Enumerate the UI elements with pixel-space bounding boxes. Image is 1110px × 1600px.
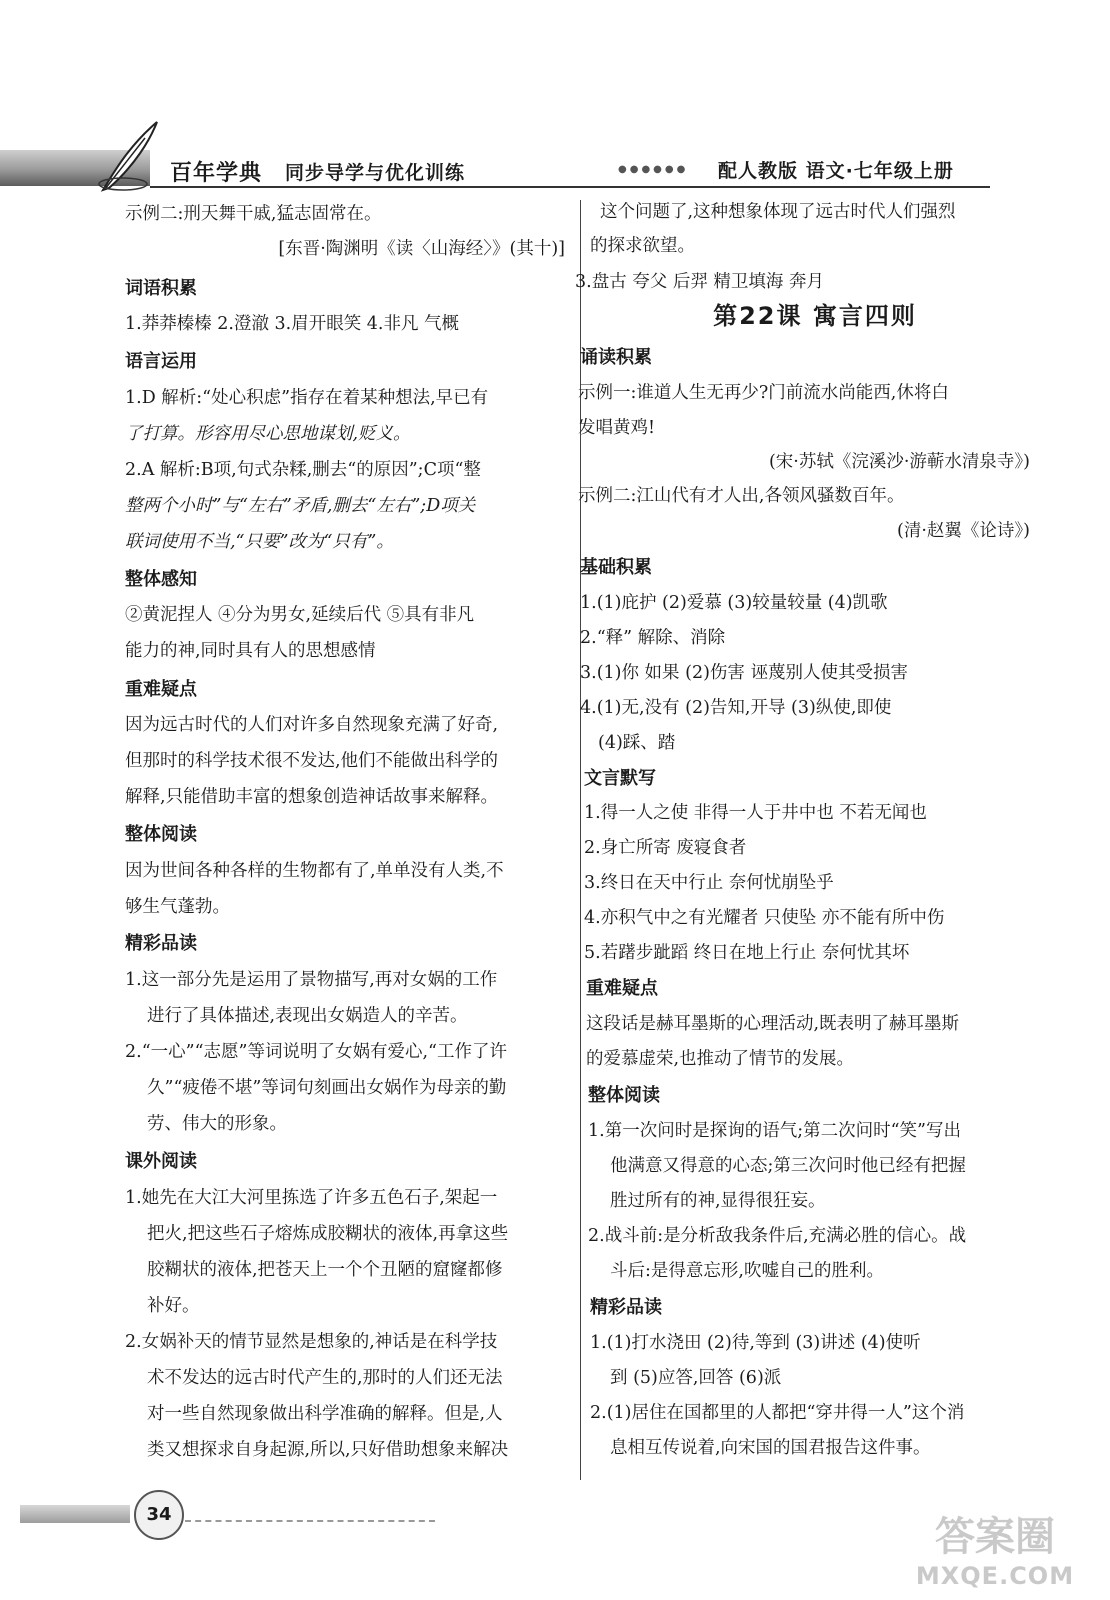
section-heading: 重难疑点 — [586, 978, 658, 999]
answer-line: 进行了具体描述,表现出女娲造人的辛苦。 — [147, 1006, 468, 1026]
answer-line: 1.这一部分先是运用了景物描写,再对女娲的工作 — [125, 970, 498, 990]
answer-line: 的探求欲望。 — [590, 236, 695, 256]
citation-line: (清·赵翼《论诗》) — [897, 521, 1030, 541]
answer-line: 2.“一心”“志愿”等词说明了女娲有爱心,“工作了许 — [125, 1042, 507, 1062]
answer-line: 整两个小时”与“左右”矛盾,删去“左右”;D项关 — [125, 496, 476, 516]
quill-pen-icon — [95, 120, 165, 192]
answer-line: 因为远古时代的人们对许多自然现象充满了好奇, — [125, 715, 499, 735]
page-footer — [0, 1480, 600, 1540]
answer-line: 示例二:江山代有才人出,各领风骚数百年。 — [578, 486, 905, 506]
answer-line: 够生气蓬勃。 — [125, 897, 230, 917]
answer-line: 胜过所有的神,显得很狂妄。 — [610, 1191, 826, 1211]
answer-line: 3.(1)你 如果 (2)伤害 诬蔑别人使其受损害 — [580, 663, 908, 683]
answer-line: 的爱慕虚荣,也推动了情节的发展。 — [586, 1049, 855, 1069]
answer-line: 补好。 — [147, 1296, 200, 1316]
section-heading: 整体阅读 — [588, 1085, 660, 1106]
answer-line: 解释,只能借助丰富的想象创造神话故事来解释。 — [125, 787, 499, 807]
edition-label: 配人教版 语文·七年级上册 — [718, 160, 954, 182]
answer-line: 2.A 解析:B项,句式杂糅,删去“的原因”;C项“整 — [125, 460, 481, 480]
page-header — [0, 120, 1110, 200]
answer-line: 发唱黄鸡! — [578, 418, 656, 438]
section-heading: 课外阅读 — [125, 1151, 197, 1172]
answer-line: 胶糊状的液体,把苍天上一个个丑陋的窟窿都修 — [147, 1260, 503, 1280]
header-rule — [150, 186, 990, 188]
answer-line: 斗后:是得意忘形,吹嘘自己的胜利。 — [610, 1261, 884, 1281]
answer-line: 1.(1)打水浇田 (2)待,等到 (3)讲述 (4)使听 — [590, 1333, 921, 1353]
watermark — [905, 1505, 1085, 1590]
header-dots: ●●●●●● — [618, 164, 689, 175]
answer-line: 1.第一次问时是探询的语气;第二次问时“笑”写出 — [588, 1121, 961, 1141]
section-heading: 整体阅读 — [125, 824, 197, 845]
answer-line: 2.战斗前:是分析敌我条件后,充满必胜的信心。战 — [588, 1226, 967, 1246]
citation-line: [东晋·陶渊明《读〈山海经〉》(其十)] — [278, 239, 565, 259]
answer-line: 这个问题了,这种想象体现了远古时代人们强烈 — [600, 202, 956, 222]
section-heading: 重难疑点 — [125, 679, 197, 700]
page-number: 34 — [134, 1490, 184, 1540]
series-subtitle: 同步导学与优化训练 — [285, 162, 466, 184]
answer-line: 能力的神,同时具有人的思想感情 — [125, 641, 376, 661]
answer-line: 劳、伟大的形象。 — [147, 1114, 287, 1134]
section-heading: 基础积累 — [580, 557, 652, 578]
answer-line: 示例二:刑天舞干戚,猛志固常在。 — [125, 204, 382, 224]
answer-line: 对一些自然现象做出科学准确的解释。但是,人 — [147, 1404, 503, 1424]
section-heading: 整体感知 — [125, 569, 197, 590]
answer-line: 因为世间各种各样的生物都有了,单单没有人类,不 — [125, 861, 504, 881]
answer-line: 4.亦积气中之有光耀者 只使坠 亦不能有所中伤 — [584, 908, 945, 928]
watermark-url: MXQE.COM — [915, 1562, 1075, 1590]
answer-line: 2.“释” 解除、消除 — [580, 628, 726, 648]
answer-line: 这段话是赫耳墨斯的心理活动,既表明了赫耳墨斯 — [586, 1014, 960, 1034]
watermark-logo-text: 答案圈 — [935, 1514, 1055, 1560]
answer-line: 把火,把这些石子熔炼成胶糊状的液体,再拿这些 — [147, 1224, 509, 1244]
answer-line: 1.得一人之使 非得一人于井中也 不若无闻也 — [584, 803, 927, 823]
answer-line: 联词使用不当,“只要”改为“只有”。 — [125, 532, 394, 552]
answer-line: 示例一:谁道人生无再少?门前流水尚能西,休将白 — [578, 383, 949, 403]
citation-line: (宋·苏轼《浣溪沙·游蕲水清泉寺》) — [768, 452, 1030, 472]
answer-line: 2.身亡所寄 废寝食者 — [584, 838, 747, 858]
answer-line: 1.莽莽榛榛 2.澄澈 3.眉开眼笑 4.非凡 气概 — [125, 314, 460, 334]
answer-line: 息相互传说着,向宋国的国君报告这件事。 — [610, 1438, 931, 1458]
footer-band — [20, 1505, 130, 1523]
answer-line: 4.(1)无,没有 (2)告知,开导 (3)纵使,即使 — [580, 698, 892, 718]
answer-line: 3.终日在天中行止 奈何忧崩坠乎 — [584, 873, 834, 893]
footer-dashed-line — [185, 1520, 435, 1522]
section-heading: 精彩品读 — [125, 933, 197, 954]
answer-line: 术不发达的远古时代产生的,那时的人们还无法 — [147, 1368, 503, 1388]
answer-line: 5.若躇步跐蹈 终日在地上行止 奈何忧其坏 — [584, 943, 910, 963]
answer-line: 1.(1)庇护 (2)爱慕 (3)较量较量 (4)凯歌 — [580, 593, 888, 613]
section-heading: 文言默写 — [584, 768, 656, 789]
section-heading: 语言运用 — [125, 351, 197, 372]
answer-line: ②黄泥捏人 ④分为男女,延续后代 ⑤具有非凡 — [125, 605, 475, 625]
answer-line: 2.女娲补天的情节显然是想象的,神话是在科学技 — [125, 1332, 498, 1352]
section-heading: 诵读积累 — [580, 347, 652, 368]
section-heading: 词语积累 — [125, 278, 197, 299]
answer-line: 1.她先在大江大河里拣选了许多五色石子,架起一 — [125, 1188, 498, 1208]
answer-line: 类又想探求自身起源,所以,只好借助想象来解决 — [147, 1440, 509, 1460]
answer-line: 他满意又得意的心态;第三次问时他已经有把握 — [610, 1156, 966, 1176]
answer-line: 1.D 解析:“处心积虑”指存在着某种想法,早已有 — [125, 388, 489, 408]
section-heading: 精彩品读 — [590, 1297, 662, 1318]
brand-title: 百年学典 — [170, 161, 263, 186]
answer-line: 了打算。形容用尽心思地谋划,贬义。 — [125, 424, 411, 444]
answer-line: 但那时的科学技术很不发达,他们不能做出科学的 — [125, 751, 499, 771]
answer-line: (4)踩、踏 — [598, 733, 676, 753]
answer-line: 3.盘古 夸父 后羿 精卫填海 奔月 — [575, 272, 824, 292]
answer-line: 久”“疲倦不堪”等词句刻画出女娲作为母亲的勤 — [147, 1078, 507, 1098]
answer-line: 2.(1)居住在国都里的人都把“穿井得一人”这个消 — [590, 1403, 965, 1423]
lesson-title: 第22课 寓言四则 — [713, 302, 917, 330]
answer-line: 到 (5)应答,回答 (6)派 — [610, 1368, 782, 1388]
